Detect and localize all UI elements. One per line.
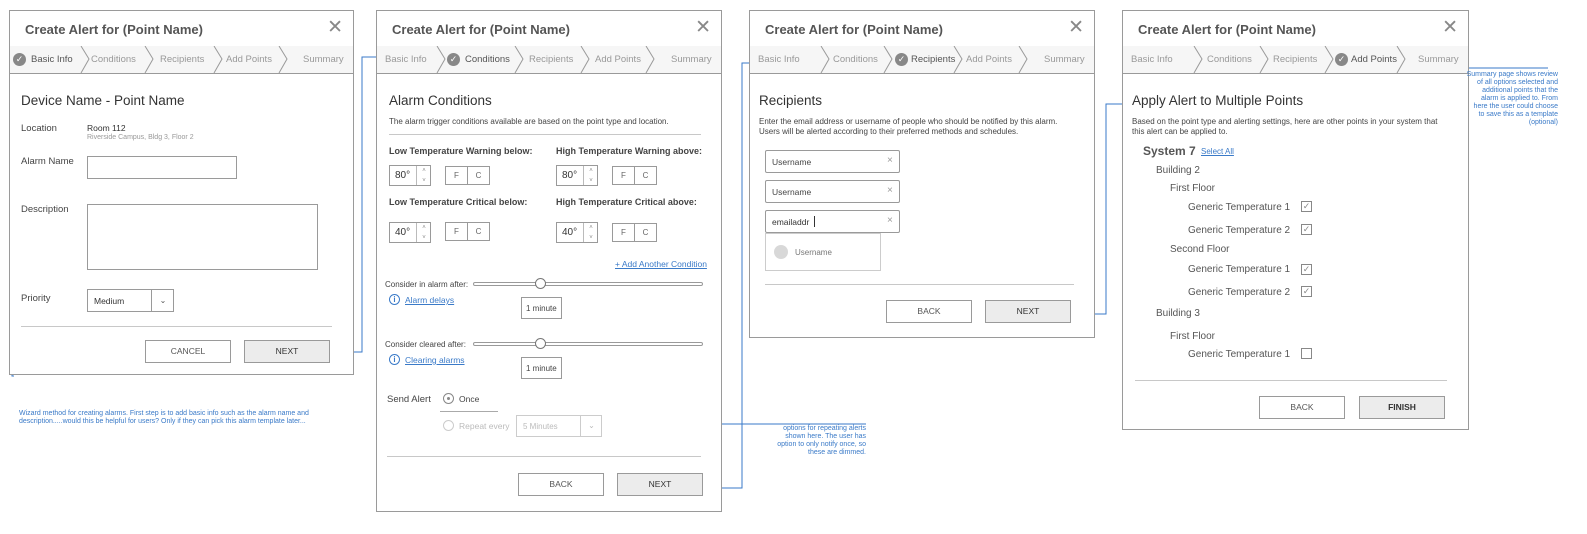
tree-first-floor[interactable]: First Floor bbox=[1170, 331, 1215, 342]
clear-icon[interactable]: × bbox=[887, 155, 893, 166]
step-conditions[interactable]: Conditions bbox=[1207, 54, 1252, 65]
alarm-after-text: 1 minute bbox=[526, 304, 557, 313]
next-button[interactable]: NEXT bbox=[617, 473, 703, 496]
low-critical-stepper[interactable] bbox=[389, 222, 431, 243]
step-basic-info[interactable]: Basic Info bbox=[385, 54, 427, 65]
cleared-after-label: Consider cleared after: bbox=[385, 340, 466, 349]
unit-c-toggle[interactable]: C bbox=[634, 166, 657, 185]
tree-point-gt1: Generic Temperature 1 bbox=[1188, 264, 1291, 275]
dialog-title: Create Alert for (Point Name) bbox=[392, 22, 570, 37]
recipient-field[interactable] bbox=[765, 180, 900, 203]
step-divider bbox=[953, 46, 964, 73]
finish-button[interactable]: FINISH bbox=[1359, 396, 1445, 419]
clear-icon[interactable]: × bbox=[887, 185, 893, 196]
divider bbox=[21, 326, 332, 327]
wizard-steps bbox=[1123, 46, 1468, 74]
text-cursor bbox=[814, 216, 815, 227]
step-recipients[interactable]: Recipients bbox=[911, 54, 956, 65]
once-label: Once bbox=[459, 394, 480, 404]
high-warning-stepper[interactable] bbox=[556, 165, 598, 186]
step-basic-info[interactable]: Basic Info bbox=[31, 54, 73, 65]
clearing-alarms-link[interactable]: Clearing alarms bbox=[405, 355, 465, 365]
point-checkbox[interactable] bbox=[1301, 348, 1312, 359]
close-icon[interactable]: ✕ bbox=[1442, 17, 1458, 38]
alarm-name-input[interactable] bbox=[87, 156, 237, 179]
dialog-title: Create Alert for (Point Name) bbox=[765, 22, 943, 37]
dialog-title: Create Alert for (Point Name) bbox=[1138, 22, 1316, 37]
divider bbox=[1135, 380, 1447, 381]
alarm-after-label: Consider in alarm after: bbox=[385, 280, 469, 289]
tree-point-gt1: Generic Temperature 1 bbox=[1188, 202, 1291, 213]
back-button[interactable]: BACK bbox=[886, 300, 972, 323]
conditions-intro: The alarm trigger conditions available are based on the point type and location. bbox=[389, 117, 669, 126]
note-line: Wizard method for creating alarms. First step is to add basic info such as the alarm name and bbox=[19, 410, 309, 417]
unit-c-toggle[interactable]: C bbox=[467, 222, 490, 241]
description-label: Description bbox=[21, 204, 69, 215]
back-button[interactable]: BACK bbox=[518, 473, 604, 496]
priority-label: Priority bbox=[21, 293, 51, 304]
high-warning-label: High Temperature Warning above: bbox=[556, 146, 703, 156]
low-warning-label: Low Temperature Warning below: bbox=[389, 146, 533, 156]
tree-second-floor[interactable]: Second Floor bbox=[1170, 244, 1230, 255]
panel-header bbox=[10, 11, 353, 47]
recipient-input-value: emailaddr bbox=[772, 217, 810, 227]
step-divider bbox=[1259, 46, 1270, 73]
recipients-intro-1: Enter the email address or username of people who should be notified by this alarm. bbox=[759, 117, 1058, 126]
autocomplete-dropdown bbox=[765, 233, 881, 271]
alarm-delays-link[interactable]: Alarm delays bbox=[405, 295, 455, 305]
recipient-value: Username bbox=[772, 157, 812, 167]
cancel-button[interactable]: CANCEL bbox=[145, 340, 231, 363]
repeat-note bbox=[750, 425, 866, 457]
description-textarea[interactable] bbox=[87, 204, 318, 270]
note-line: additional points that the bbox=[1482, 87, 1558, 94]
step-recipients[interactable]: Recipients bbox=[529, 54, 574, 65]
repeat-select[interactable] bbox=[516, 415, 602, 437]
stepper-arrows[interactable]: ˄ ˅ bbox=[416, 166, 431, 185]
step-summary[interactable]: Summary bbox=[1418, 54, 1459, 65]
step-summary[interactable]: Summary bbox=[671, 54, 712, 65]
recipients-heading: Recipients bbox=[759, 93, 823, 108]
recipient-input[interactable] bbox=[765, 210, 900, 233]
tree-building-2[interactable]: Building 2 bbox=[1156, 165, 1200, 176]
step-divider bbox=[213, 46, 224, 73]
check-circle-icon: ✓ bbox=[13, 53, 26, 66]
summary-note bbox=[1460, 71, 1558, 127]
cleared-after-text: 1 minute bbox=[526, 364, 557, 373]
step-divider bbox=[1396, 46, 1407, 73]
low-warning-value: 80° bbox=[395, 170, 411, 181]
divider bbox=[389, 134, 701, 135]
tree-building-3[interactable]: Building 3 bbox=[1156, 308, 1200, 319]
step-divider bbox=[514, 46, 525, 73]
unit-f-toggle[interactable]: F bbox=[445, 222, 468, 241]
wizard-steps bbox=[750, 46, 1094, 74]
step-divider bbox=[645, 46, 656, 73]
high-critical-label: High Temperature Critical above: bbox=[556, 197, 697, 207]
cleared-after-value bbox=[521, 357, 562, 379]
divider bbox=[765, 284, 1074, 285]
note-line: of all options selected and bbox=[1477, 79, 1558, 86]
step-divider bbox=[436, 46, 447, 73]
note-line: shown here. The user has bbox=[785, 433, 866, 440]
check-circle-icon: ✓ bbox=[895, 53, 908, 66]
step-recipients[interactable]: Recipients bbox=[1273, 54, 1318, 65]
stepper-arrows[interactable]: ˄ ˅ bbox=[583, 166, 598, 185]
note-line: alarm is applied to. From bbox=[1480, 95, 1558, 102]
step-summary[interactable]: Summary bbox=[303, 54, 344, 65]
unit-f-toggle[interactable]: F bbox=[612, 223, 635, 242]
priority-value: Medium bbox=[94, 296, 125, 306]
wizard-steps bbox=[377, 46, 721, 74]
next-button[interactable]: NEXT bbox=[985, 300, 1071, 323]
unit-f-toggle[interactable]: F bbox=[445, 166, 468, 185]
once-radio[interactable] bbox=[443, 393, 454, 404]
divider bbox=[440, 411, 498, 412]
wizard-steps bbox=[10, 46, 353, 74]
note-line: description.....would this be helpful for users? Only if they can pick this alarm template later... bbox=[19, 418, 306, 425]
recipient-field[interactable] bbox=[765, 150, 900, 173]
alarm-after-slider[interactable] bbox=[473, 282, 703, 286]
low-critical-value: 40° bbox=[395, 227, 411, 238]
add-condition-link[interactable]: + Add Another Condition bbox=[615, 259, 707, 269]
tree-point-gt1: Generic Temperature 1 bbox=[1188, 349, 1291, 360]
check-circle-icon: ✓ bbox=[447, 53, 460, 66]
system-label: System 7 bbox=[1143, 144, 1196, 158]
divider bbox=[387, 456, 701, 457]
chevron-down-icon: ⌄ bbox=[580, 416, 602, 436]
apply-heading: Apply Alert to Multiple Points bbox=[1132, 93, 1304, 108]
wizard-panel-conditions bbox=[376, 10, 722, 512]
repeat-value: 5 Minutes bbox=[523, 422, 558, 431]
clear-icon[interactable]: × bbox=[887, 215, 893, 226]
slider-handle[interactable] bbox=[535, 338, 546, 349]
note-line: option to only notify once, so bbox=[777, 441, 866, 448]
step-add-points[interactable]: Add Points bbox=[966, 54, 1012, 65]
step-divider bbox=[278, 46, 289, 73]
point-checkbox[interactable]: ✓ bbox=[1302, 201, 1311, 211]
point-checkbox[interactable]: ✓ bbox=[1302, 264, 1311, 274]
alarm-name-label: Alarm Name bbox=[21, 156, 74, 167]
low-critical-label: Low Temperature Critical below: bbox=[389, 197, 528, 207]
close-icon[interactable]: ✕ bbox=[327, 17, 343, 38]
stepper-arrows[interactable]: ˄ ˅ bbox=[416, 223, 431, 242]
point-checkbox[interactable]: ✓ bbox=[1302, 286, 1311, 296]
panel-header bbox=[1123, 11, 1468, 47]
wizard-panel-add-points bbox=[1122, 10, 1469, 430]
info-icon: i bbox=[389, 354, 400, 365]
tree-first-floor[interactable]: First Floor bbox=[1170, 183, 1215, 194]
high-critical-value: 40° bbox=[562, 227, 578, 238]
cleared-after-slider[interactable] bbox=[473, 342, 703, 346]
note-line: Summary page shows review bbox=[1466, 71, 1558, 78]
send-alert-label: Send Alert bbox=[387, 394, 431, 405]
next-button[interactable]: NEXT bbox=[244, 340, 330, 363]
back-button[interactable]: BACK bbox=[1259, 396, 1345, 419]
step-divider bbox=[144, 46, 155, 73]
step-divider bbox=[883, 46, 894, 73]
low-warning-stepper[interactable] bbox=[389, 165, 431, 186]
panel-header bbox=[377, 11, 721, 47]
unit-c-toggle[interactable]: C bbox=[634, 223, 657, 242]
unit-c-toggle[interactable]: C bbox=[467, 166, 490, 185]
slider-handle[interactable] bbox=[535, 278, 546, 289]
step-add-points[interactable]: Add Points bbox=[1351, 54, 1397, 65]
panel-header bbox=[750, 11, 1094, 47]
close-icon[interactable]: ✕ bbox=[1068, 17, 1084, 38]
note-line: these are dimmed. bbox=[808, 449, 866, 456]
wizard-panel-basic-info bbox=[9, 10, 354, 375]
device-heading: Device Name - Point Name bbox=[21, 93, 185, 108]
apply-intro-2: this alert can be applied to. bbox=[1132, 127, 1228, 136]
location-label: Location bbox=[21, 123, 57, 134]
alarm-after-value bbox=[521, 297, 562, 319]
step-divider bbox=[80, 46, 91, 73]
step-basic-info[interactable]: Basic Info bbox=[1131, 54, 1173, 65]
note-line: here the user could choose bbox=[1473, 103, 1558, 110]
step-conditions[interactable]: Conditions bbox=[465, 54, 510, 65]
wizard-note bbox=[19, 410, 319, 426]
dialog-title: Create Alert for (Point Name) bbox=[25, 22, 203, 37]
high-warning-value: 80° bbox=[562, 170, 578, 181]
step-divider bbox=[1018, 46, 1029, 73]
tree-point-gt2: Generic Temperature 2 bbox=[1188, 225, 1291, 236]
select-all-link[interactable]: Select All bbox=[1201, 147, 1234, 156]
step-basic-info[interactable]: Basic Info bbox=[758, 54, 800, 65]
note-line: options for repeating alerts bbox=[783, 425, 866, 432]
wizard-panel-recipients bbox=[749, 10, 1095, 338]
step-add-points[interactable]: Add Points bbox=[226, 54, 272, 65]
location-value: Room 112 bbox=[87, 123, 126, 133]
close-icon[interactable]: ✕ bbox=[695, 17, 711, 38]
step-divider bbox=[820, 46, 831, 73]
check-circle-icon: ✓ bbox=[1335, 53, 1348, 66]
info-icon: i bbox=[389, 294, 400, 305]
priority-select[interactable] bbox=[87, 289, 174, 312]
step-conditions[interactable]: Conditions bbox=[833, 54, 878, 65]
step-divider bbox=[1193, 46, 1204, 73]
stepper-arrows[interactable]: ˄ ˅ bbox=[583, 223, 598, 242]
step-divider bbox=[1324, 46, 1335, 73]
step-summary[interactable]: Summary bbox=[1044, 54, 1085, 65]
autocomplete-option[interactable] bbox=[766, 234, 880, 270]
location-subtext: Riverside Campus, Bldg 3, Floor 2 bbox=[87, 134, 194, 141]
point-checkbox[interactable]: ✓ bbox=[1302, 224, 1311, 234]
step-divider bbox=[580, 46, 591, 73]
step-conditions[interactable]: Conditions bbox=[91, 54, 136, 65]
high-critical-stepper[interactable] bbox=[556, 222, 598, 243]
chevron-down-icon: ⌄ bbox=[151, 290, 174, 311]
unit-f-toggle[interactable]: F bbox=[612, 166, 635, 185]
tree-point-gt2: Generic Temperature 2 bbox=[1188, 287, 1291, 298]
recipient-value: Username bbox=[772, 187, 812, 197]
repeat-label: Repeat every bbox=[459, 421, 510, 431]
recipients-intro-2: Users will be alerted according to their preferred methods and schedules. bbox=[759, 127, 1019, 136]
repeat-radio[interactable] bbox=[443, 420, 454, 431]
apply-intro-1: Based on the point type and alerting settings, here are other points in your system that bbox=[1132, 117, 1438, 126]
step-recipients[interactable]: Recipients bbox=[160, 54, 205, 65]
conditions-heading: Alarm Conditions bbox=[389, 93, 492, 108]
avatar bbox=[774, 245, 788, 259]
note-line: (optional) bbox=[1528, 119, 1558, 126]
note-line: to save this as a template bbox=[1478, 111, 1558, 118]
suggestion-label: Username bbox=[795, 248, 832, 257]
step-add-points[interactable]: Add Points bbox=[595, 54, 641, 65]
